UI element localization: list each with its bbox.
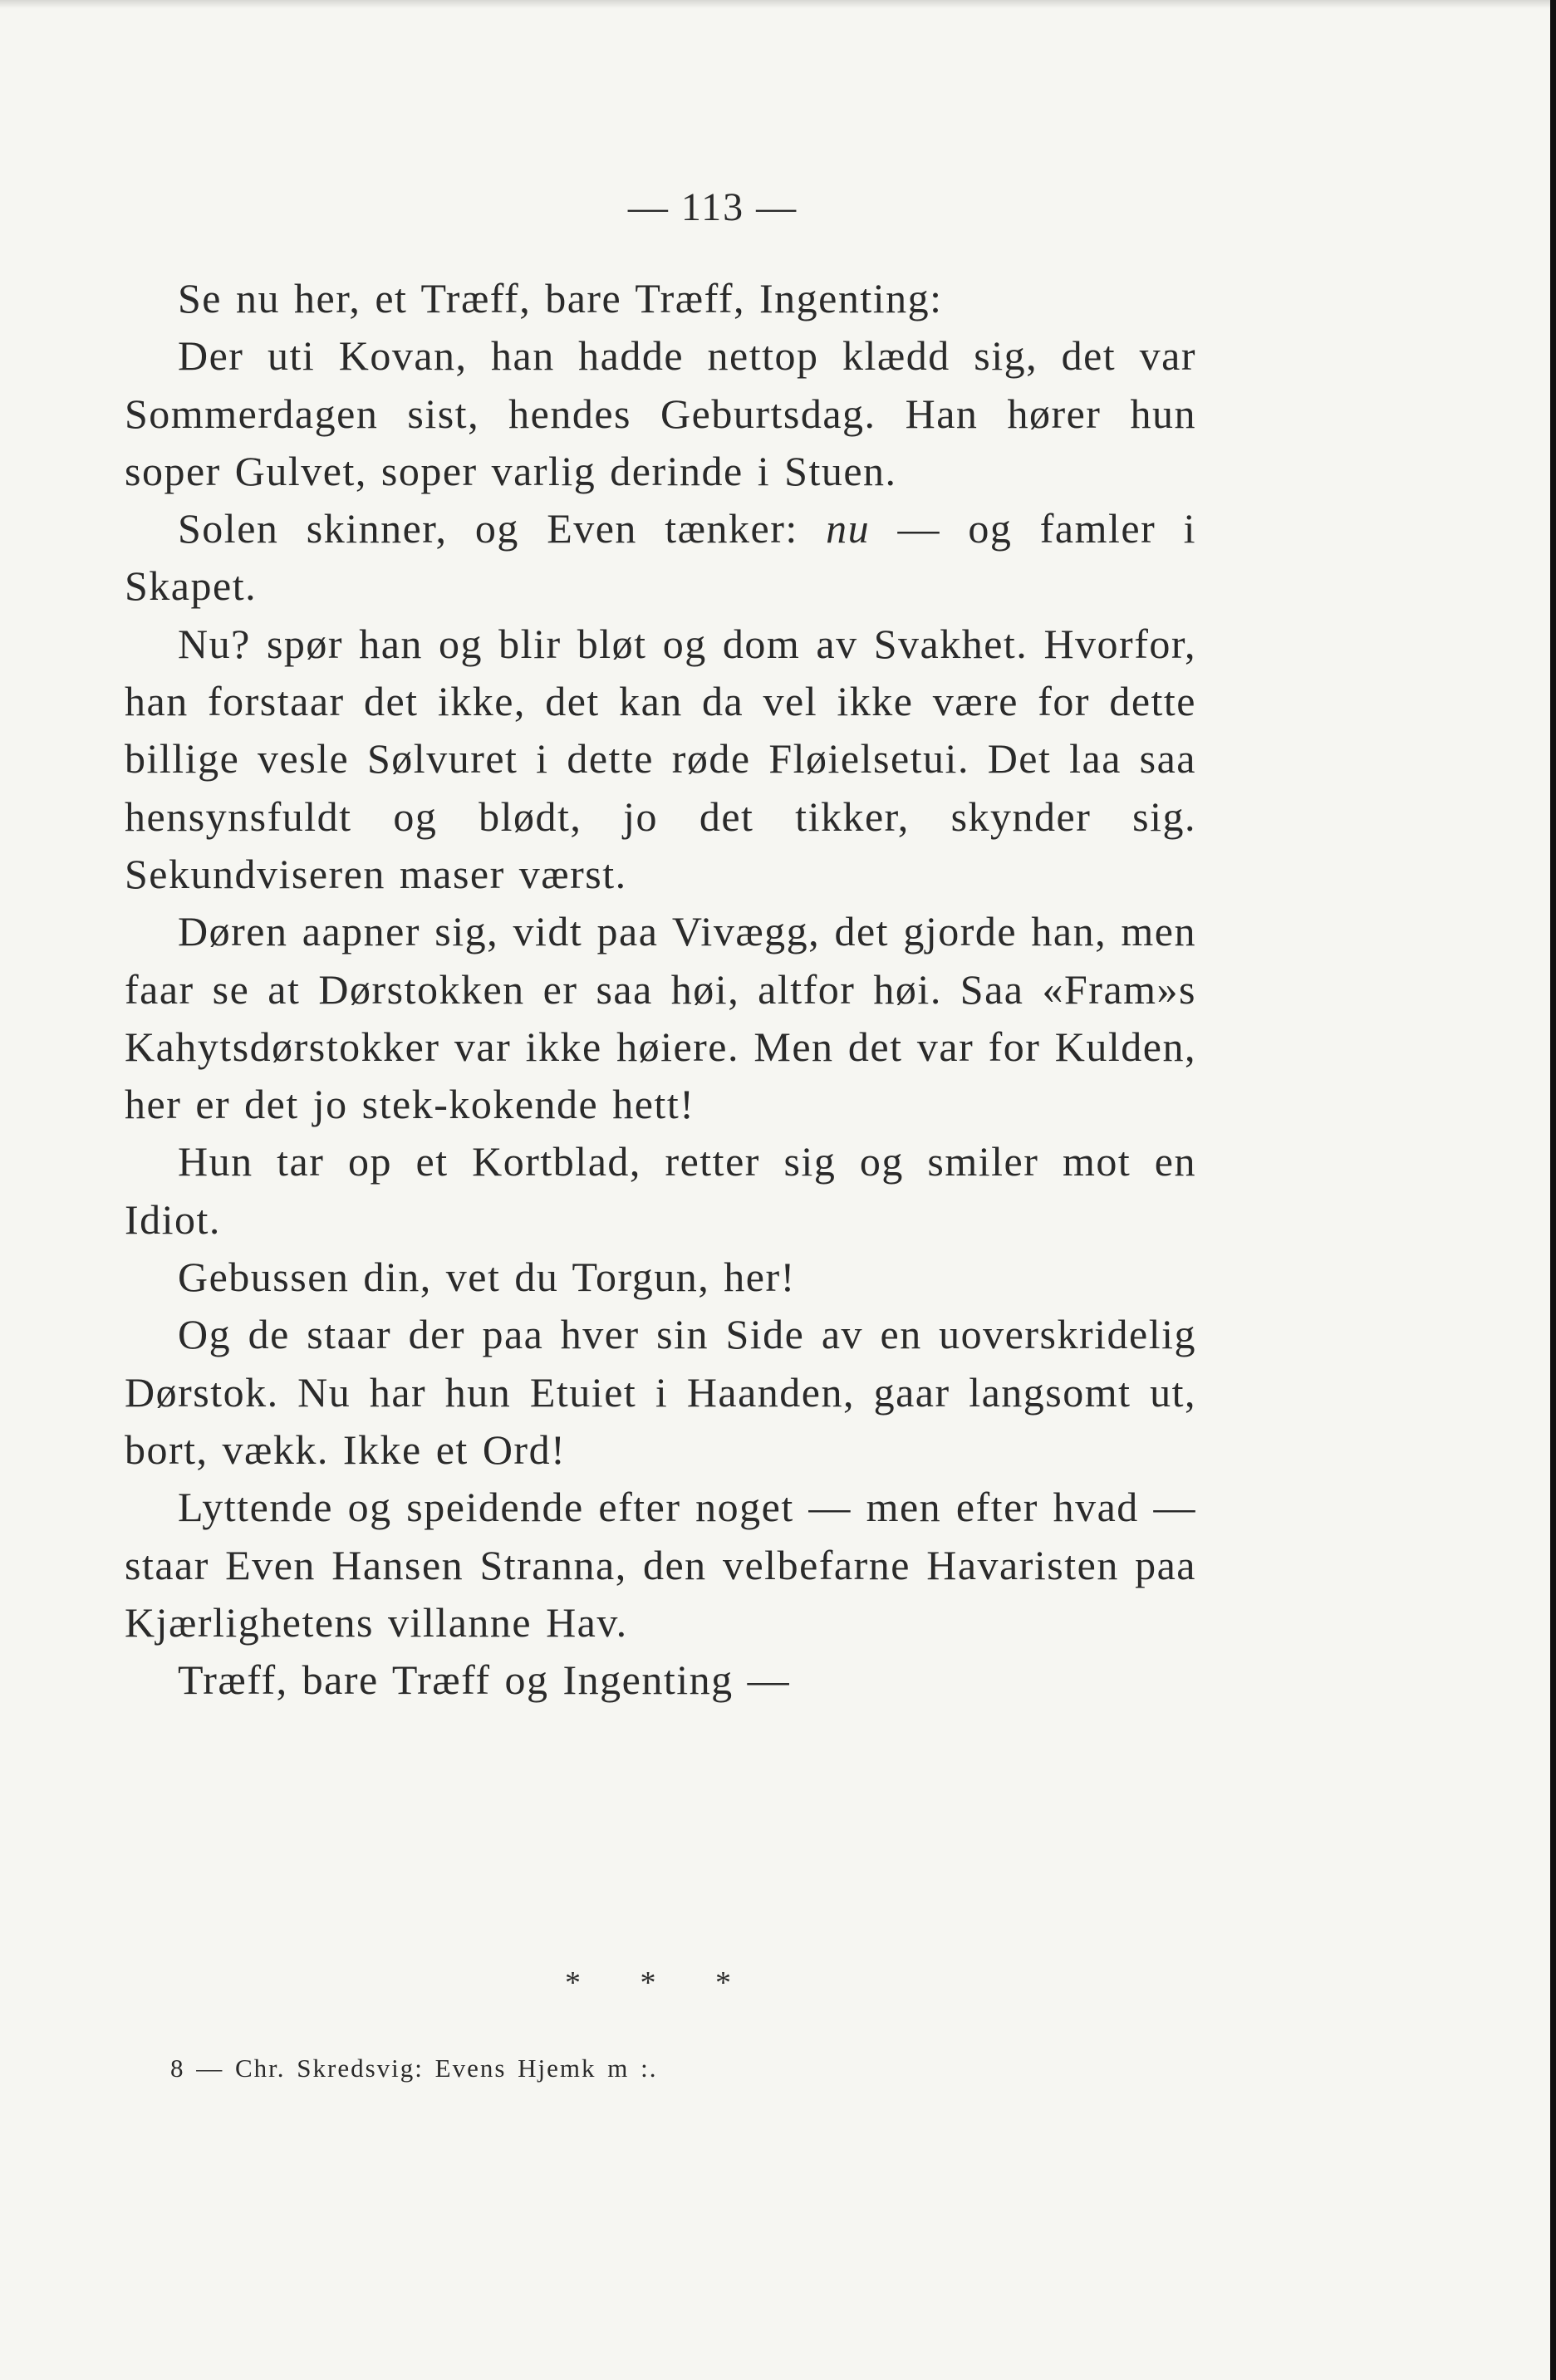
asterisk-1: * <box>565 1965 581 2000</box>
paragraph-2: Der uti Kovan, han hadde nettop klædd sig, det var Sommerdagen sist, hendes Geburtsdag. Han hører hun soper Gulvet, soper varlig derinde i Stuen. <box>125 332 1196 494</box>
paragraph-7: Gebussen din, vet du Torgun, her! <box>178 1254 796 1301</box>
emphasized-word: nu <box>826 505 871 552</box>
paragraph-9: Lyttende og speidende efter noget — men efter hvad — staar Even Hansen Stranna, den velbefarne Havaristen paa Kjærlighetens villanne Hav. <box>125 1484 1196 1646</box>
printer-signature: 8 — Chr. Skredsvig: Evens Hjemk m :. <box>170 2054 658 2083</box>
paragraph-10: Træff, bare Træff og Ingenting — <box>178 1656 791 1704</box>
paragraph-6: Hun tar op et Kortblad, retter sig og smiler mot en Idiot. <box>125 1138 1196 1243</box>
section-break-asterism <box>565 1965 731 2001</box>
asterisk-2: * <box>640 1965 656 2000</box>
page-number: — 113 — <box>627 185 798 229</box>
paragraph-5: Døren aapner sig, vidt paa Vivægg, det gjorde han, men faar se at Dørstokken er saa høi, altfor høi. Saa «Fram»s Kahytsdørstokker var ikke høiere. Men det var for Kulden, her er det jo stek-kokende hett! <box>125 908 1196 1128</box>
asterisk-3: * <box>715 1965 731 2000</box>
paragraph-1: Se nu her, et Træff, bare Træff, Ingenting: <box>178 275 943 321</box>
body-text <box>125 270 1196 1709</box>
paragraph-3-before: Solen skinner, og Even tænker: <box>178 505 827 552</box>
paragraph-3 <box>125 500 1196 616</box>
paragraph-8: Og de staar der paa hver sin Side av en uoverskridelig Dørstok. Nu har hun Etuiet i Haanden, gaar langsomt ut, bort, vækk. Ikke et Ord! <box>125 1311 1196 1473</box>
paragraph-4: Nu? spør han og blir bløt og dom av Svakhet. Hvorfor, han forstaar det ikke, det kan da vel ikke være for dette billige vesle Sølvuret i dette røde Fløielsetui. Det laa saa hensynsfuldt og blødt, jo det tikker, skynder sig. Sekundviseren maser værst. <box>125 620 1196 897</box>
paragraph-3-after: — og famler i Skapet. <box>125 505 1196 610</box>
page-top-edge <box>0 0 1550 8</box>
